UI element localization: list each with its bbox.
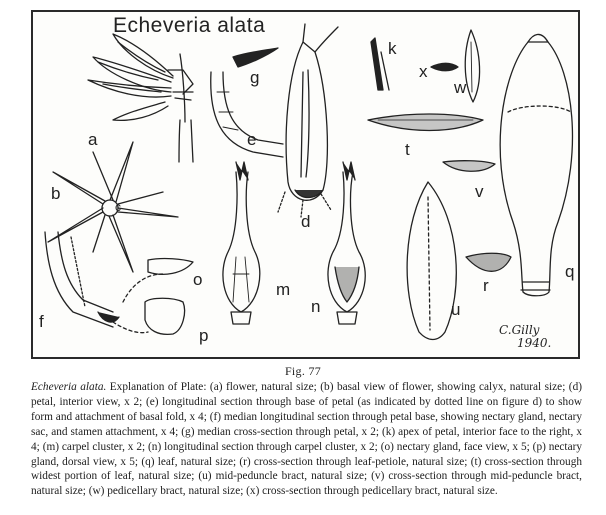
leaf-cross-section-t [368,114,483,131]
panel-label-q: q [565,262,575,281]
panel-label-o: o [193,270,203,289]
petal-cross-section-g [233,48,278,67]
figure-caption [31,380,582,499]
nectary-gland-dorsal-p [145,298,185,334]
pedicellary-bract-cross-section-x [431,63,458,71]
pedicellary-bract-w [465,30,479,102]
flower-drawing-a [88,34,193,162]
panel-label-n: n [311,297,321,316]
petal-interior-d [278,24,338,217]
panel-label-b: b [51,184,61,203]
caption-text: Explanation of Plate: (a) flower, natural size; (b) basal view of flower, showing calyx, natural size; (d) petal, interior view, x 2; (e) longitudinal section through base of petal (as indicated by dotted line on figure d) to show form and attachment of basal fold, x 4; (f) median longitudinal section through petal base, showing nectary gland, nectary sac, and stamen attachment, x 4; (g) median cross-section through petal, x 2; (k) apex of petal, interior face to the right, x 4; (m) carpel cluster, x 2; (n) longitudinal section through carpel cluster, x 2; (o) nectary gland, face view, x 5; (p) nectary gland, dorsal view, x 5; (q) leaf, natural size; (r) cross-section through leaf-petiole, natural size; (t) cross-section through widest portion of leaf, natural size; (u) mid-peduncle bract, natural size; (v) cross-section through mid-peduncle bract, natural size; (w) pedicellary bract, natural size; (x) cross-section through pedicellary bract, natural size. [31,381,582,498]
panel-label-u: u [451,300,461,319]
flower-basal-view-b [48,142,178,272]
caption-species: Echeveria alata. [31,381,107,393]
petiole-cross-section-r [466,253,511,271]
panel-label-g: g [250,68,260,87]
petal-apex-k [371,38,389,90]
peduncle-bract-cross-section-v [443,161,495,172]
panel-label-t: t [405,140,410,159]
carpel-cluster-m [223,162,260,324]
panel-label-a: a [88,130,98,149]
carpel-section-n [328,162,365,324]
signature-year: 1940. [517,336,552,350]
panel-label-w: w [454,78,467,97]
panel-label-m: m [276,280,291,299]
nectary-gland-face-o [148,259,193,275]
panel-label-k: k [388,39,397,58]
panel-label-e: e [247,130,257,149]
panel-label-d: d [301,212,311,231]
panel-label-c: c [115,200,121,214]
panel-label-v: v [475,182,484,201]
mid-peduncle-bract-u [407,182,456,340]
panel-label-f: f [39,312,44,331]
panel-label-r: r [483,276,489,295]
botanical-plate [31,10,580,359]
panel-label-x: x [419,62,428,81]
plate-title: Echeveria alata [113,14,266,37]
plate-illustration [33,12,578,357]
figure-label: Fig. 77 [284,364,322,378]
panel-label-p: p [199,326,209,345]
artist-signature: C.Gilly [499,323,540,337]
